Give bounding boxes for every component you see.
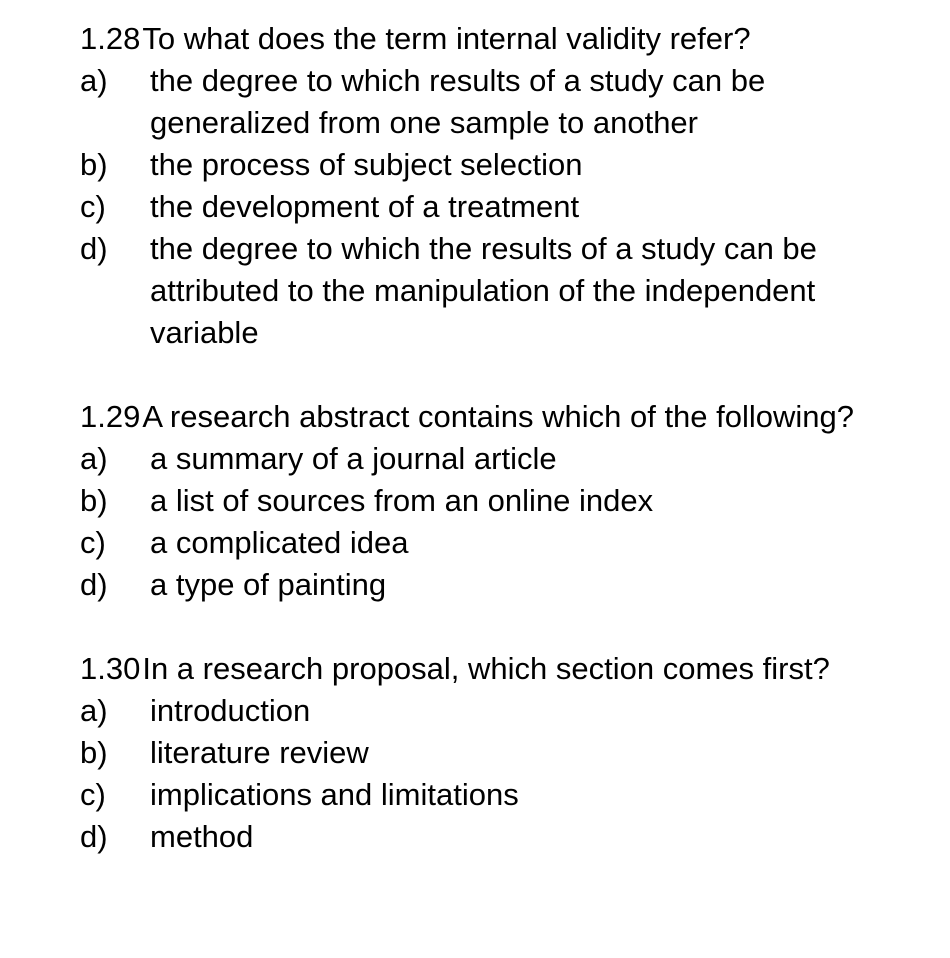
choice-text: [150, 564, 940, 606]
choice-letter: c): [80, 777, 106, 812]
choice-text-line: the degree to which results of a study can be: [150, 63, 766, 98]
choice-letter: b): [80, 735, 108, 770]
question-1-28: [80, 18, 940, 354]
choice-text-line: attributed to the manipulation of the independent: [150, 273, 816, 308]
question-number: 1.28: [80, 21, 141, 56]
choice-c: [80, 186, 940, 228]
choice-text-line: the development of a treatment: [150, 189, 580, 224]
question-header: [80, 18, 940, 60]
choice-letter: c): [80, 525, 106, 560]
choice-letter: a): [80, 63, 108, 98]
choice-letter: d): [80, 231, 108, 266]
choice-b: [80, 144, 940, 186]
choice-letter: b): [80, 483, 108, 518]
question-header: [80, 648, 940, 690]
choice-text-line: the process of subject selection: [150, 147, 583, 182]
choice-text: [150, 60, 940, 144]
choice-text: [150, 480, 940, 522]
choice-text: [150, 816, 940, 858]
choice-text: [150, 774, 940, 816]
choice-text: [150, 228, 940, 354]
quiz-document: [80, 18, 940, 900]
question-number: 1.29: [80, 399, 141, 434]
choice-d: [80, 816, 940, 858]
choice-text: [150, 690, 940, 732]
question-1-29: [80, 396, 940, 606]
choice-text-line: introduction: [150, 693, 311, 728]
choice-letter: a): [80, 693, 108, 728]
question-1-30: [80, 648, 940, 858]
choice-text-line: a type of painting: [150, 567, 387, 602]
choice-a: [80, 438, 940, 480]
choice-text: [150, 732, 940, 774]
question-number: 1.30: [80, 651, 141, 686]
choice-text-line: implications and limitations: [150, 777, 519, 812]
choice-text-line: variable: [150, 315, 259, 350]
choice-text-line: a summary of a journal article: [150, 441, 557, 476]
choice-c: [80, 522, 940, 564]
choice-text-line: the degree to which the results of a study can be: [150, 231, 817, 266]
choice-text: [150, 438, 940, 480]
question-text: A research abstract contains which of the following?: [142, 399, 855, 434]
choice-a: [80, 60, 940, 144]
choice-text: [150, 186, 940, 228]
choice-letter: b): [80, 147, 108, 182]
choice-b: [80, 480, 940, 522]
choice-text-line: generalized from one sample to another: [150, 105, 698, 140]
question-text: To what does the term internal validity refer?: [142, 21, 751, 56]
choice-text-line: a list of sources from an online index: [150, 483, 654, 518]
choice-text: [150, 144, 940, 186]
choice-d: [80, 564, 940, 606]
choice-letter: d): [80, 819, 108, 854]
choice-text-line: literature review: [150, 735, 369, 770]
choice-text: [150, 522, 940, 564]
choice-b: [80, 732, 940, 774]
choice-c: [80, 774, 940, 816]
question-header: [80, 396, 940, 438]
choice-text-line: a complicated idea: [150, 525, 409, 560]
choice-letter: d): [80, 567, 108, 602]
choice-d: [80, 228, 940, 354]
choice-letter: c): [80, 189, 106, 224]
choice-letter: a): [80, 441, 108, 476]
choice-a: [80, 690, 940, 732]
question-text: In a research proposal, which section comes first?: [142, 651, 830, 686]
choice-text-line: method: [150, 819, 254, 854]
